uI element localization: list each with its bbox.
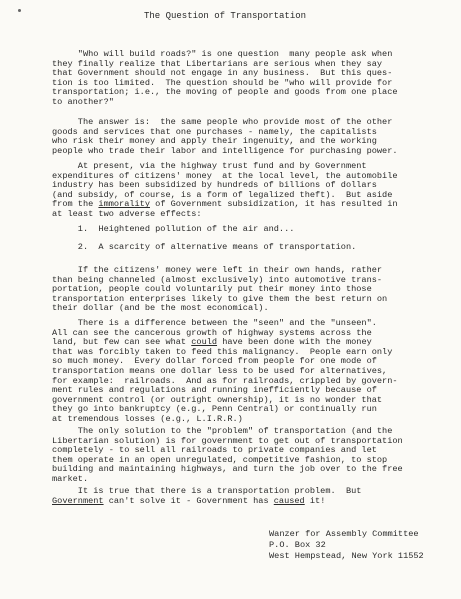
paragraph-who-will-build-roads: "Who will build roads?" is one question many people ask when they finally realize that Libertarians are serious when they say that Government should not engage in any business. But this ques- tion is too limited. The question should be "who will provide for transportation; i.e., the moving of people and goods from one place to another?" <box>52 49 398 107</box>
paragraph-conclusion: It is true that there is a transportation problem. But Government can't solve it - Government has caused it! <box>52 486 362 506</box>
list-item-scarcity: 2. A scarcity of alternative means of transportation. <box>52 242 357 252</box>
paragraph-at-present: At present, via the highway trust fund and by Government expenditures of citizens' money at the local level, the automobile industry has been subsidized by hundreds of billions of dollars (and subsidy, of course, is a form of legalized theft). But aside from the immorality of Government subsidization, it has resulted in at least two adverse effects: <box>52 161 398 219</box>
document-title: The Question of Transportation <box>144 11 307 21</box>
signature-committee: Wanzer for Assembly Committee <box>269 529 419 539</box>
paragraph-seen-and-unseen: There is a difference between the "seen" and the "unseen". All can see the cancerous growth of highway systems across the land, but few can see what could have been done with the money that was forcibly taken to feed this malignancy. People earn only so much money. Every dollar forced from people for one mode of transportation means one dollar less to be used for alternatives, for example: railroads. And as for railroads, crippled by govern- ment rules and regulations and running inefficiently because of government control (or outright ownership), it is no wonder that they go into bankruptcy (e.g., Penn Central) or continually run at tremendous losses (e.g., L.I.R.R.) <box>52 318 398 424</box>
paragraph-citizens-money: If the citizens' money were left in their own hands, rather than being channeled (almost exclusively) into automotive trans- portation, people could voluntarily put their money into those transportation enterprises likely to give them the best return on their dollar (and be the most economical). <box>52 265 388 314</box>
punch-mark <box>18 9 21 12</box>
list-item-pollution: 1. Heightened pollution of the air and... <box>52 224 295 234</box>
signature-address: West Hempstead, New York 11552 <box>269 551 424 561</box>
paragraph-the-answer: The answer is: the same people who provide most of the other goods and services that one purchases - namely, the capitalists who risk their money and apply their ingenuity, and the working people who trade their labor and intelligence for purchasing power. <box>52 117 398 156</box>
signature-block <box>269 530 454 563</box>
paragraph-only-solution: The only solution to the "problem" of transportation (and the Libertarian solution) is for government to get out of transportation completely - to sell all railroads to private companies and let them operate in an open unregulated, competitive fashion, to stop building and maintaining highways, and turn the job over to the free market. <box>52 426 403 484</box>
signature-po-box: P.O. Box 32 <box>269 540 326 550</box>
